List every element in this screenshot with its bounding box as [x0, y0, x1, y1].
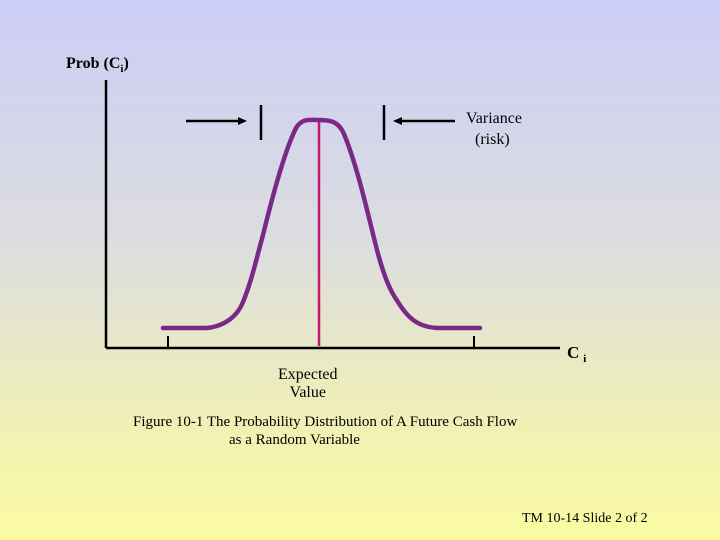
distribution-curve — [163, 120, 480, 328]
expected-value-label-line1: Expected — [278, 366, 338, 383]
expected-value-label-line2: Value — [289, 384, 326, 401]
variance-right-arrow — [393, 117, 455, 125]
variance-left-arrow — [186, 117, 247, 125]
figure-caption-line1: Figure 10-1 The Probability Distribution of A Future Cash Flow — [133, 414, 518, 430]
y-axis-label: Prob $(C_i)$ — [66, 55, 129, 76]
x-axis-label: C $_i$ — [567, 343, 587, 366]
figure-caption-line2: as a Random Variable — [229, 432, 360, 448]
variance-label — [466, 108, 522, 150]
variance-label-line1: Variance — [466, 110, 522, 127]
variance-label-line2: (risk) — [475, 131, 510, 148]
slide-footer: TM 10-14 Slide 2 of 2 — [522, 511, 648, 526]
figure-caption — [133, 413, 517, 449]
expected-value-label — [278, 366, 338, 402]
